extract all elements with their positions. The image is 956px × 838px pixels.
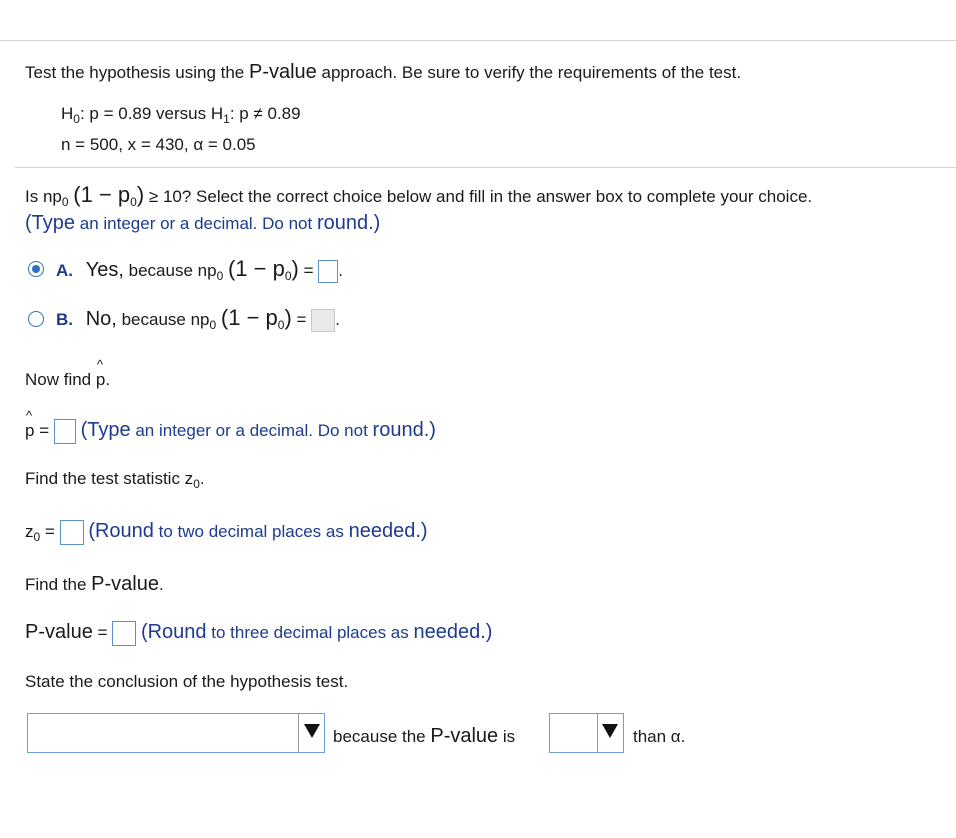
find-z-prompt: Find the test statistic $z_0$.	[25, 469, 205, 491]
p-hat-symbol: ^ p	[96, 370, 105, 390]
z-answer-box[interactable]	[60, 520, 84, 545]
p-hat-symbol: ^ p	[25, 421, 34, 441]
pvalue-answer-row: P-value = (Round to three decimal places as needed.)	[25, 621, 492, 646]
choice-a-answer-box[interactable]	[318, 260, 338, 283]
find-phat-prompt: Now find ^ p.	[25, 370, 110, 390]
dropdown-arrow-icon	[602, 724, 618, 738]
dropdown-separator	[298, 714, 299, 752]
dropdown-arrow-icon	[304, 724, 320, 738]
than-alpha-text: than α.	[633, 727, 686, 746]
dropdown-separator	[597, 714, 598, 752]
choice-b-answer-box	[311, 309, 335, 332]
top-divider	[0, 40, 956, 41]
conclusion-prompt: State the conclusion of the hypothesis test.	[25, 672, 349, 691]
choice-a-radio[interactable]	[28, 261, 44, 277]
phat-hint: (Type an integer or a decimal. Do not round.)	[80, 419, 436, 441]
pvalue-answer-box[interactable]	[112, 621, 136, 646]
z-answer-row: $z_0$ = (Round to two decimal places as needed.)	[25, 520, 428, 544]
phat-answer-row: ^ p = (Type an integer or a decimal. Do not round.)	[25, 419, 436, 444]
choice-a[interactable]: A. Yes, because $np_0$ $(1 - p_0)$ = .	[56, 256, 343, 283]
type-hint-1: (Type an integer or a decimal. Do not round.)	[25, 212, 381, 234]
hypotheses-line: $H_0$: p = 0.89 versus $H_1$: p ≠ 0.89	[61, 104, 301, 126]
parameters-line: n = 500, x = 430, α = 0.05	[61, 135, 256, 154]
choice-b-radio[interactable]	[28, 311, 44, 327]
pvalue-hint: (Round to three decimal places as needed.)	[140, 621, 493, 643]
because-text: because the P-value is	[333, 725, 516, 747]
intro-text: Test the hypothesis using the P-value approach. Be sure to verify the requirements of the test.	[25, 61, 742, 83]
find-pvalue-prompt: Find the P-value.	[25, 573, 164, 595]
comparison-dropdown[interactable]	[549, 713, 624, 753]
phat-answer-box[interactable]	[54, 419, 76, 444]
question-requirement: Is $np_0$ $(1 - p_0) \ge 10$? Select the correct choice below and fill in the answer box to complete your choice.	[25, 182, 813, 209]
z-hint: (Round to two decimal places as needed.)	[88, 520, 428, 542]
choice-b[interactable]: B. No, because $np_0$ $(1 - p_0)$ = .	[56, 305, 340, 332]
conclusion-dropdown[interactable]	[27, 713, 325, 753]
section-divider	[15, 167, 956, 168]
